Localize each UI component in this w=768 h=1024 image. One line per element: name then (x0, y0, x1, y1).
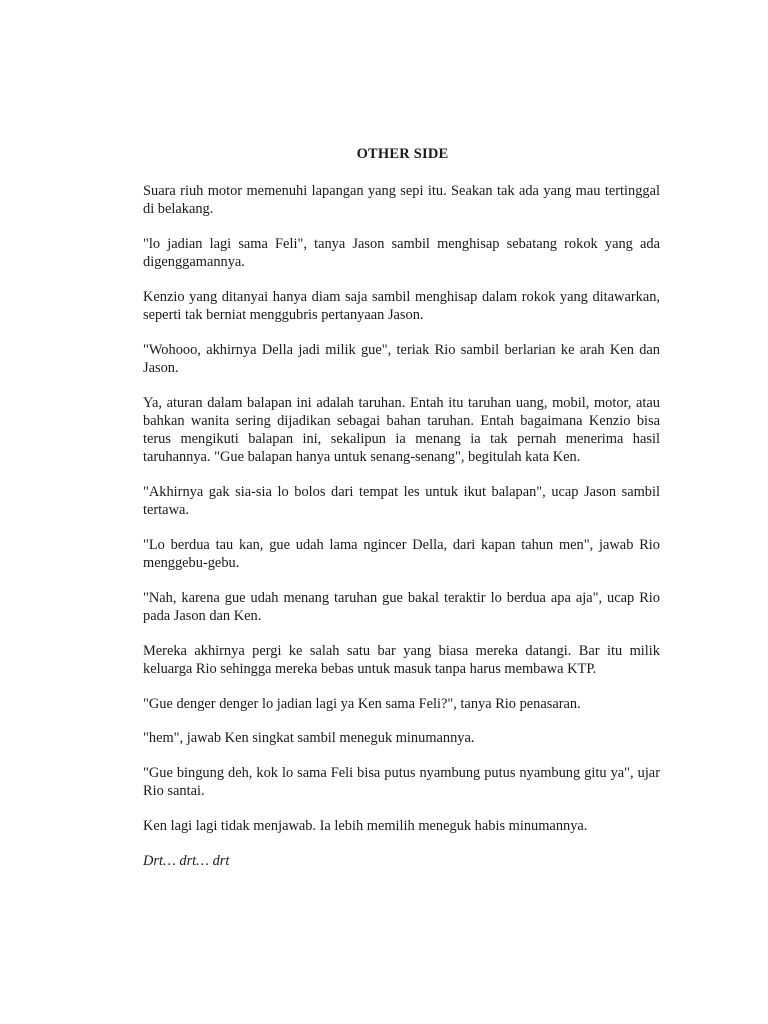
paragraph: Ken lagi lagi tidak menjawab. Ia lebih memilih meneguk habis minumannya. (143, 817, 588, 834)
sound-effect-paragraph: Drt… drt… drt (143, 852, 230, 869)
paragraph: Ya, aturan dalam balapan ini adalah taruhan. Entah itu taruhan uang, mobil, motor, atau bahkan wanita sering dijadikan sebagai bahan taruhan. Entah bagaimana Kenzio bisa terus mengikuti balapan ini, sekalipun ia menang ia tak pernah menerima hasil taruhannya. "Gue balapan hanya untuk senang-senang", begitulah kata Ken. (143, 394, 660, 466)
paragraph: "Gue bingung deh, kok lo sama Feli bisa putus nyambung putus nyambung gitu ya", ujar Rio santai. (143, 764, 660, 800)
paragraph: "Wohooo, akhirnya Della jadi milik gue", teriak Rio sambil berlarian ke arah Ken dan Jason. (143, 341, 660, 376)
paragraph: "Gue denger denger lo jadian lagi ya Ken sama Feli?", tanya Rio penasaran. (143, 695, 581, 712)
document-body (143, 182, 660, 886)
paragraph: "hem", jawab Ken singkat sambil meneguk minumannya. (143, 730, 475, 747)
paragraph: "Akhirnya gak sia-sia lo bolos dari tempat les untuk ikut balapan", ucap Jason sambil tertawa. (143, 483, 660, 519)
paragraph: Mereka akhirnya pergi ke salah satu bar yang biasa mereka datangi. Bar itu milik keluarga Rio sehingga mereka bebas untuk masuk tanpa harus membawa KTP. (143, 642, 660, 677)
document-title: OTHER SIDE (356, 146, 449, 162)
paragraph: "lo jadian lagi sama Feli", tanya Jason sambil menghisap sebatang rokok yang ada digenggamannya. (143, 235, 660, 271)
paragraph: Kenzio yang ditanyai hanya diam saja sambil menghisap dalam rokok yang ditawarkan, seperti tak berniat menggubris pertanyaan Jason. (143, 288, 660, 324)
paragraph: Suara riuh motor memenuhi lapangan yang sepi itu. Seakan tak ada yang mau tertinggal di belakang. (143, 183, 660, 218)
paragraph: "Nah, karena gue udah menang taruhan gue bakal teraktir lo berdua apa aja", ucap Rio pada Jason dan Ken. (143, 589, 660, 624)
paragraph: "Lo berdua tau kan, gue udah lama ngincer Della, dari kapan tahun men", jawab Rio menggebu-gebu. (143, 536, 660, 572)
